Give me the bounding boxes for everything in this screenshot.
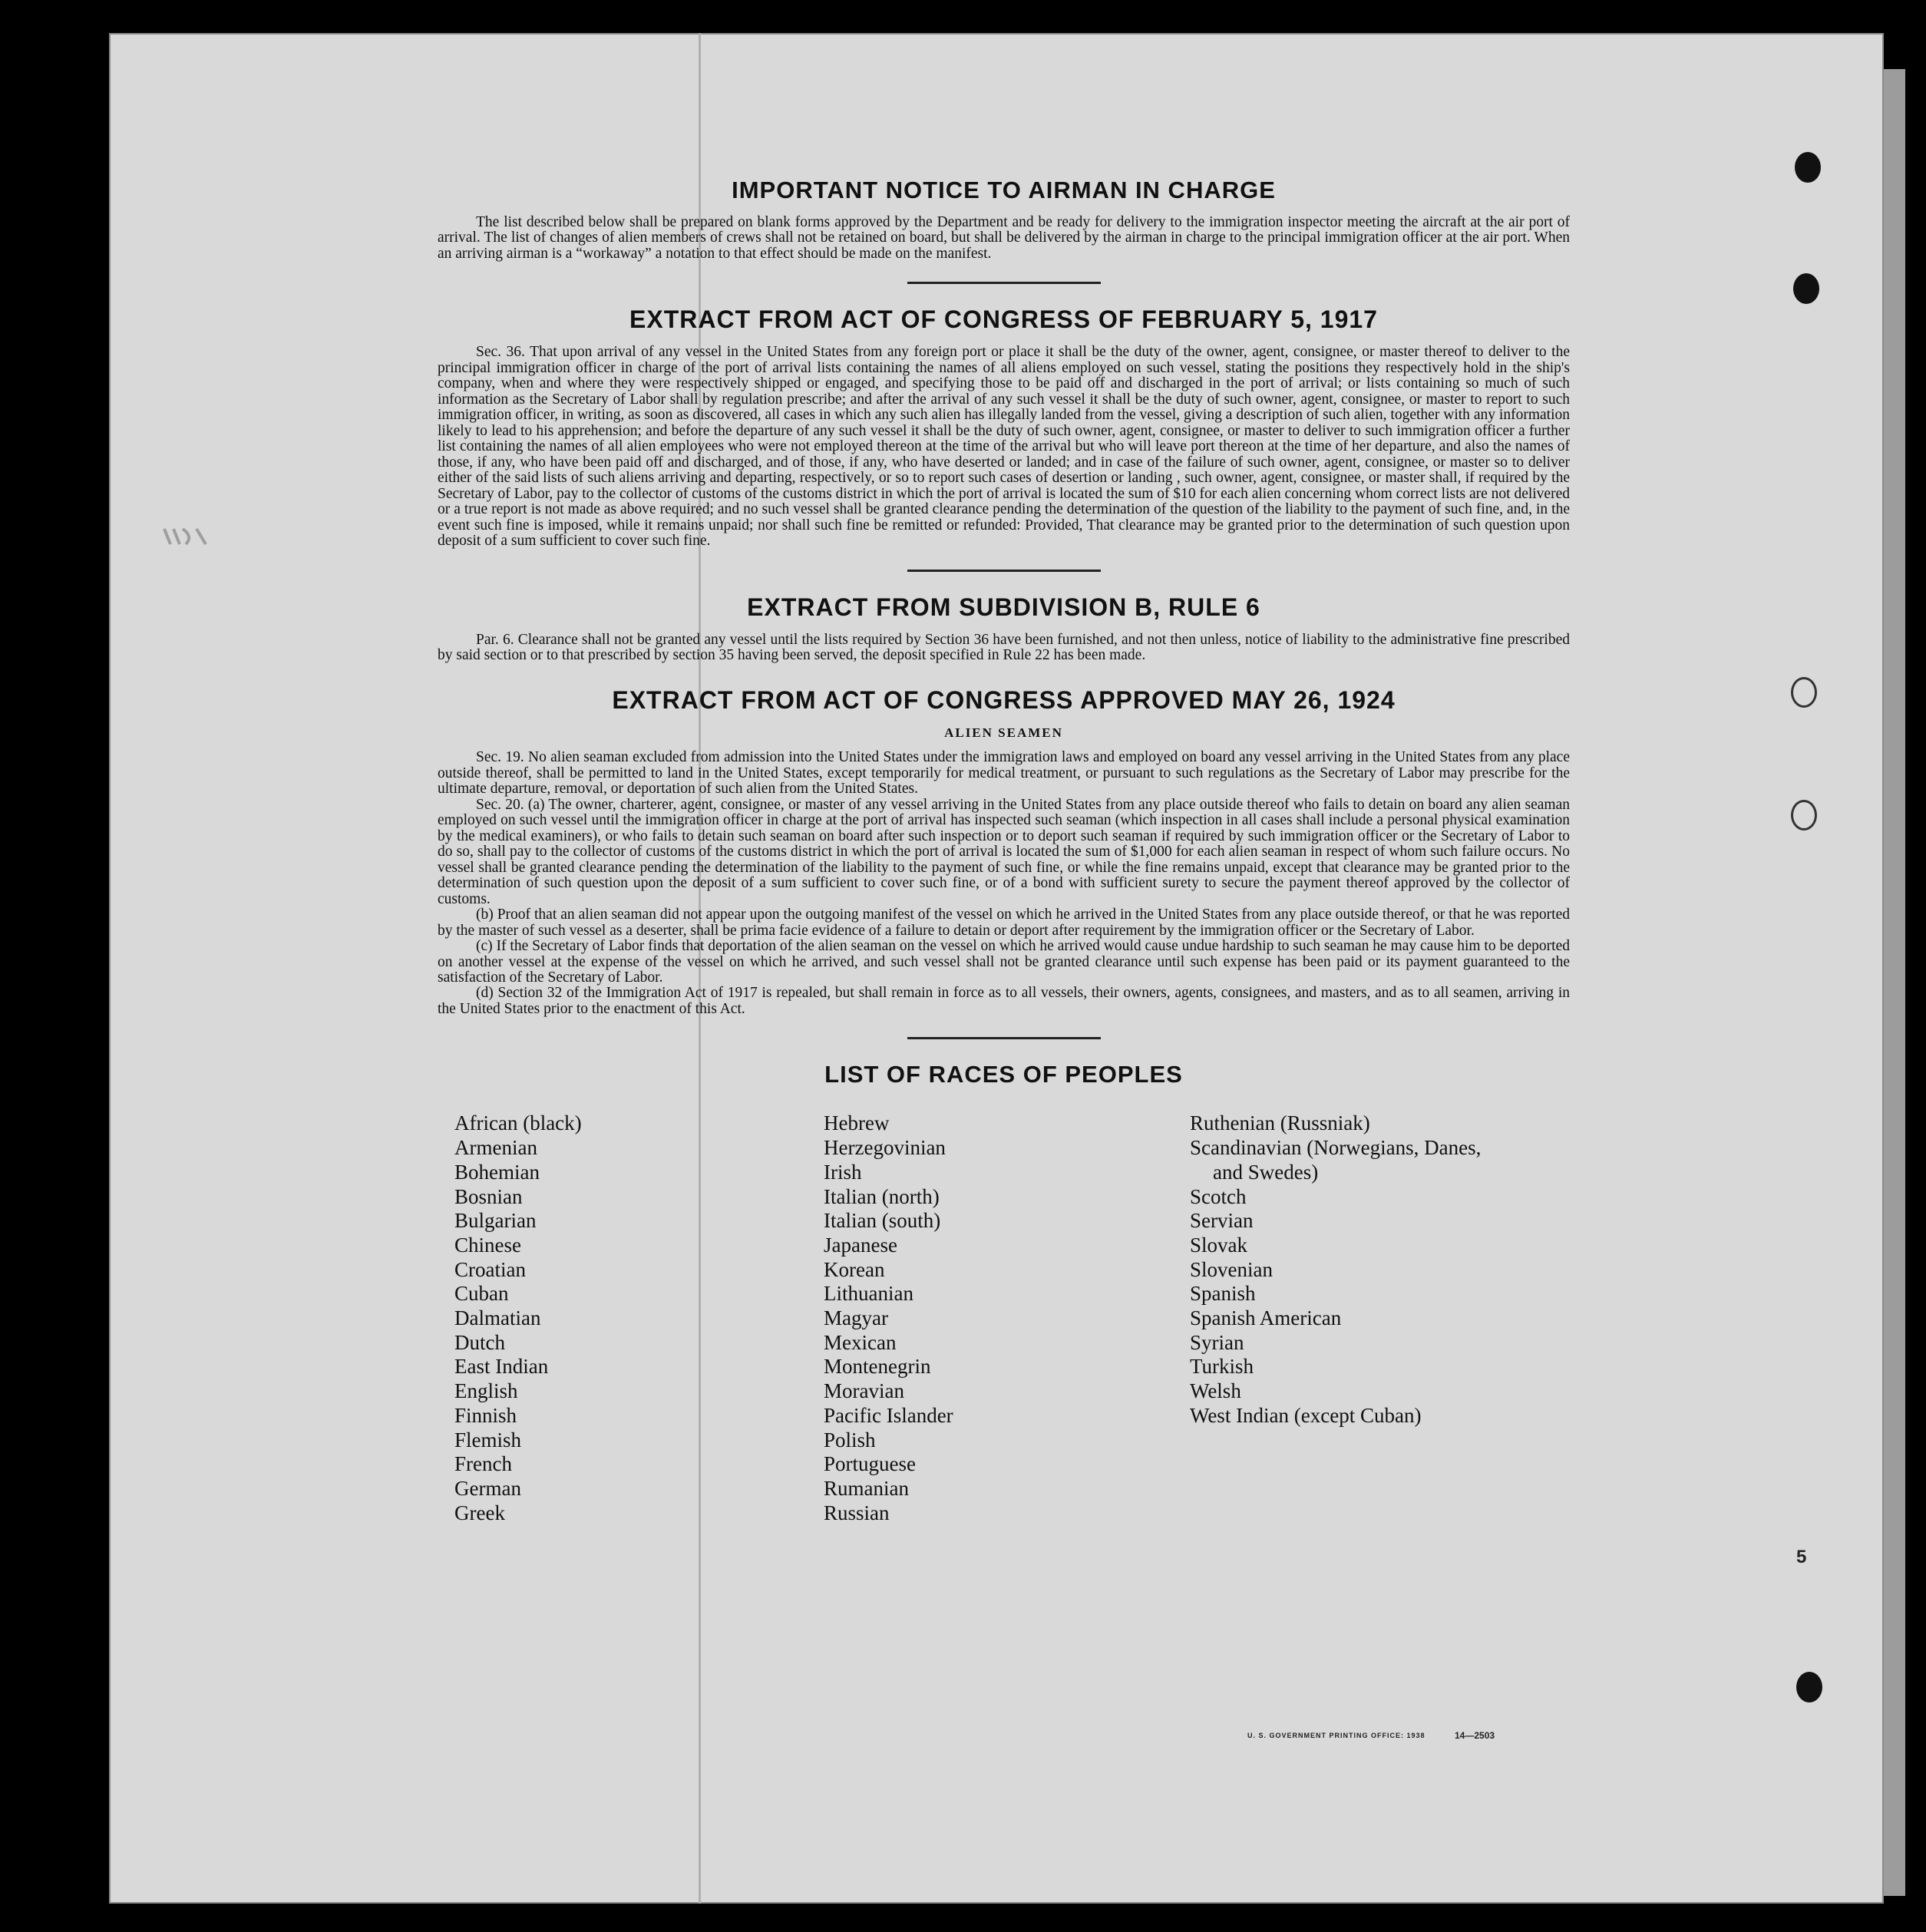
race-item: Magyar bbox=[824, 1306, 888, 1330]
race-item: Montenegrin bbox=[824, 1355, 931, 1379]
race-item: German bbox=[454, 1476, 521, 1500]
race-item: Spanish American bbox=[1190, 1306, 1342, 1330]
race-item: Welsh bbox=[1190, 1379, 1241, 1403]
document-content bbox=[438, 177, 1570, 1541]
race-item: Cuban bbox=[454, 1282, 509, 1306]
punch-hole bbox=[1791, 800, 1817, 831]
race-item: French bbox=[454, 1452, 512, 1476]
race-item: Hebrew bbox=[824, 1111, 890, 1135]
race-item: Dalmatian bbox=[454, 1306, 541, 1330]
act-1917-heading: EXTRACT FROM ACT OF CONGRESS OF FEBRUARY 5, 1917 bbox=[629, 305, 1378, 334]
race-item: Pacific Islander bbox=[824, 1403, 953, 1427]
sec-19-paragraph: Sec. 19. No alien seaman excluded from admission into the United States under the immigration laws and employed on board any vessel arriving in the United States from any place outside thereof, shall be permitted to land in the United States, except temporarily for medical treatment, or pursuant to such regulations as the Secretary of Labor may prescribe for the ultimate departure, removal, or deportation of such alien from the United States. bbox=[438, 749, 1570, 798]
race-item: Herzegovinian bbox=[824, 1136, 946, 1160]
races-list bbox=[438, 1111, 1570, 1541]
race-item: Armenian bbox=[454, 1136, 537, 1160]
printer-imprint: U. S. GOVERNMENT PRINTING OFFICE: 1938 bbox=[1247, 1732, 1426, 1739]
punch-hole bbox=[1793, 273, 1819, 304]
race-item: Flemish bbox=[454, 1428, 522, 1451]
race-item: Bosnian bbox=[454, 1184, 523, 1208]
punch-hole bbox=[1795, 152, 1821, 183]
race-item: Irish bbox=[824, 1160, 862, 1184]
race-item: Finnish bbox=[454, 1403, 517, 1427]
sec-20d-paragraph: (d) Section 32 of the Immigration Act of 1917 is repealed, but shall remain in force as to all vessels, their owners, agents, consignees, and masters, and as to all seamen, arriving in the United States prior to the enactment of this Act. bbox=[438, 985, 1570, 1017]
race-item: Slovak bbox=[1190, 1233, 1248, 1257]
sec-20a-paragraph: Sec. 20. (a) The owner, charterer, agent, consignee, or master of any vessel arriving in the United States from any place outside thereof who fails to detain on board any alien seaman employed on such vessel until the immigration officer in charge at the port of arrival has inspected such seaman (which inspection in all cases shall include a personal physical examination by the medical examiners), or who fails to detain such seaman on board after such inspection or to deport such seaman if required by such immigration officer or the Secretary of Labor to do so, shall pay to the collector of customs of the customs district in which the port of arrival is located the sum of $1,000 for each alien seaman in respect of whom such failure occurs. No vessel shall be granted clearance pending the determination of the liability to the payment of such fine, or while the fine remains unpaid, except that clearance may be granted prior to the determination of such question upon the deposit of a sum sufficient to cover such fine, or of a bond with sufficient surety to secure the payment thereof approved by the collector of customs. bbox=[438, 796, 1570, 907]
race-item: Bulgarian bbox=[454, 1209, 537, 1233]
page-number: 5 bbox=[1796, 1547, 1807, 1567]
race-item: and Swedes) bbox=[1213, 1160, 1319, 1184]
race-item: Ruthenian (Russniak) bbox=[1190, 1111, 1370, 1135]
punch-hole bbox=[1791, 677, 1817, 708]
act-1924-heading: EXTRACT FROM ACT OF CONGRESS APPROVED MAY 26, 1924 bbox=[612, 686, 1396, 715]
race-item: Portuguese bbox=[824, 1452, 916, 1476]
punch-hole bbox=[1796, 1672, 1822, 1702]
race-item: Polish bbox=[824, 1428, 876, 1451]
act-1917-paragraph: Sec. 36. That upon arrival of any vessel in the United States from any foreign port or place it shall be the duty of the owner, agent, consignee, or master thereof to deliver to the principal immigration officer in charge of the port of arrival lists containing the names of all aliens employed on such vessel, stating the positions they respectively hold in the ship's company, when and where they were respectively shipped or engaged, and specifying those to be paid off and discharged in the port of arrival; or lists containing so much of such information as the Secretary of Labor shall by regulation prescribe; and after the arrival of any such vessel it shall be the duty of such owner, agent, consignee, or master to report to such immigration officer, in writing, as soon as discovered, all cases in which any such alien has illegally landed from the vessel, giving a description of such alien, together with any information likely to lead to his apprehension; and before the departure of any such vessel it shall be the duty of such owner, agent, consignee, or master to deliver to such immigration officer a further list containing the names of all alien employees who were not employed thereon at the time of the arrival but who will leave port thereon at the time of her departure, and also the names of those, if any, who have been paid off and discharged, and of those, if any, who have deserted or landed; and in case of the failure of such owner, agent, consignee, or master so to deliver either of the said lists of such aliens arriving and departing, respectively, or so to report such cases of desertion or landing , such owner, agent, consignee, or master shall, if required by the Secretary of Labor, pay to the collector of customs of the customs district in which the port of arrival is located the sum of $10 for each alien concerning whom correct lists are not delivered or a true report is not made as above required; and no such vessel shall be granted clearance pending the determination of the question of the liability to the payment of such fine, and, in the event such fine is imposed, while it remains unpaid; nor shall such fine be remitted or refunded: Provided, That clearance may be granted prior to the determination of such question upon deposit of a sum sufficient to cover such fine. bbox=[438, 344, 1570, 550]
form-number: 14—2503 bbox=[1455, 1730, 1495, 1741]
race-item: West Indian (except Cuban) bbox=[1190, 1403, 1422, 1427]
rule-6-paragraph: Par. 6. Clearance shall not be granted any vessel until the lists required by Section 36 have been furnished, and not then unless, notice of liability to the administrative fine prescribed by said section or to that prescribed by section 35 having been served, the deposit specified in Rule 22 has been made. bbox=[438, 631, 1570, 663]
race-item: Dutch bbox=[454, 1330, 505, 1354]
races-list-heading: LIST OF RACES OF PEOPLES bbox=[824, 1061, 1183, 1088]
race-item: Japanese bbox=[824, 1233, 897, 1257]
races-column-3 bbox=[1190, 1111, 1481, 1428]
race-item: Italian (north) bbox=[824, 1184, 940, 1208]
race-item: Servian bbox=[1190, 1209, 1254, 1233]
race-item: Mexican bbox=[824, 1330, 897, 1354]
race-item: Slovenian bbox=[1190, 1257, 1273, 1281]
notice-paragraph: The list described below shall be prepared on blank forms approved by the Department and be ready for delivery to the immigration inspector meeting the aircraft at the air port of arrival. The list of changes of alien members of crews shall not be retained on board, but shall be delivered by the airman in charge to the principal immigration officer at the air port. When an arriving airman is a “workaway” a notation to that effect should be made on the manifest. bbox=[438, 214, 1570, 262]
sec-20c-paragraph: (c) If the Secretary of Labor finds that deportation of the alien seaman on the vessel on which he arrived would cause undue hardship to such seaman he may cause him to be deported on another vessel at the expense of the vessel on which he arrived, and such vessel shall not be granted clearance until such expense has been paid or its payment guaranteed to the satisfaction of the Secretary of Labor. bbox=[438, 938, 1570, 986]
rule-6-heading: EXTRACT FROM SUBDIVISION B, RULE 6 bbox=[747, 593, 1260, 621]
races-column-2 bbox=[824, 1111, 953, 1525]
race-item: Lithuanian bbox=[824, 1282, 913, 1306]
sec-20b-paragraph: (b) Proof that an alien seaman did not appear upon the outgoing manifest of the vessel on which he arrived in the United States from any place outside thereof, or that he was reported by the master of such vessel as a deserter, shall be prima facie evidence of a failure to detain or deport after requirement by the immigration officer or the Secretary of Labor. bbox=[438, 907, 1570, 939]
race-item: Korean bbox=[824, 1257, 885, 1281]
races-column-1 bbox=[454, 1111, 582, 1525]
faded-stamp-mark bbox=[163, 526, 207, 547]
race-item: English bbox=[454, 1379, 518, 1403]
sheet-edge bbox=[1884, 69, 1905, 1896]
race-item: Scandinavian (Norwegians, Danes, bbox=[1190, 1136, 1482, 1160]
race-item: Russian bbox=[824, 1501, 890, 1524]
race-item: Spanish bbox=[1190, 1282, 1256, 1306]
race-item: Syrian bbox=[1190, 1330, 1244, 1354]
section-divider bbox=[907, 282, 1101, 284]
race-item: Turkish bbox=[1190, 1355, 1254, 1379]
race-item: Italian (south) bbox=[824, 1209, 941, 1233]
race-item: African (black) bbox=[454, 1111, 582, 1135]
race-item: East Indian bbox=[454, 1355, 549, 1379]
race-item: Rumanian bbox=[824, 1476, 909, 1500]
race-item: Greek bbox=[454, 1501, 505, 1524]
race-item: Moravian bbox=[824, 1379, 904, 1403]
race-item: Scotch bbox=[1190, 1184, 1247, 1208]
alien-seamen-subheading: ALIEN SEAMEN bbox=[944, 725, 1063, 741]
race-item: Bohemian bbox=[454, 1160, 540, 1184]
section-divider bbox=[907, 1037, 1101, 1039]
race-item: Croatian bbox=[454, 1257, 526, 1281]
notice-heading: IMPORTANT NOTICE TO AIRMAN IN CHARGE bbox=[732, 177, 1276, 203]
race-item: Chinese bbox=[454, 1233, 521, 1257]
section-divider bbox=[907, 570, 1101, 572]
